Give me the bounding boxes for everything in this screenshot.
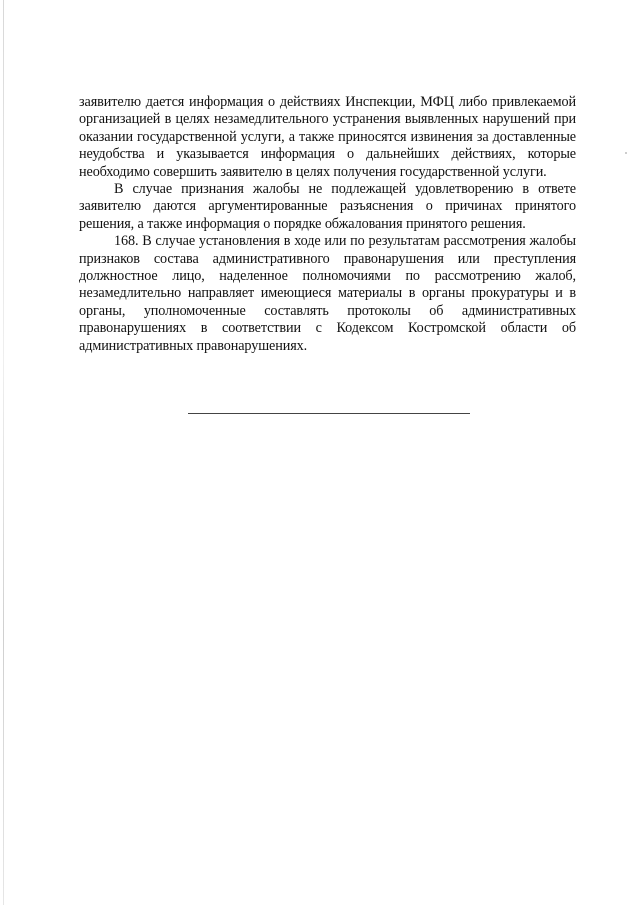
scan-edge-shadow [3, 0, 4, 905]
paragraph-168: 168. В случае установления в ходе или по результатам рассмотрения жалобы признаков состава административного правонарушения или преступления должностное лицо, наделенное полномочиями по рассмотрению жалоб, незамедлительно направляет имеющиеся материалы в органы прокуратуры и в органы, уполномоченные составлять протоколы об административных правонарушениях в соответствии с Кодексом Костромской области об административных правонарушениях. [79, 233, 576, 354]
paragraph-complaint-rejected: В случае признания жалобы не подлежащей удовлетворению в ответе заявителю даются аргументированные разъяснения о причинах принятого решения, а также информация о порядке обжалования принятого решения. [79, 181, 576, 232]
scan-speck [625, 152, 627, 154]
document-body [79, 94, 576, 355]
end-divider-line [188, 413, 470, 414]
paragraph-continuation: заявителю дается информация о действиях Инспекции, МФЦ либо привлекаемой организацией в целях незамедлительного устранения выявленных нарушений при оказании государственной услуги, а также приносятся извинения за доставленные неудобства и указывается информация о дальнейших действиях, которые необходимо совершить заявителю в целях получения государственной услуги. [79, 94, 576, 180]
